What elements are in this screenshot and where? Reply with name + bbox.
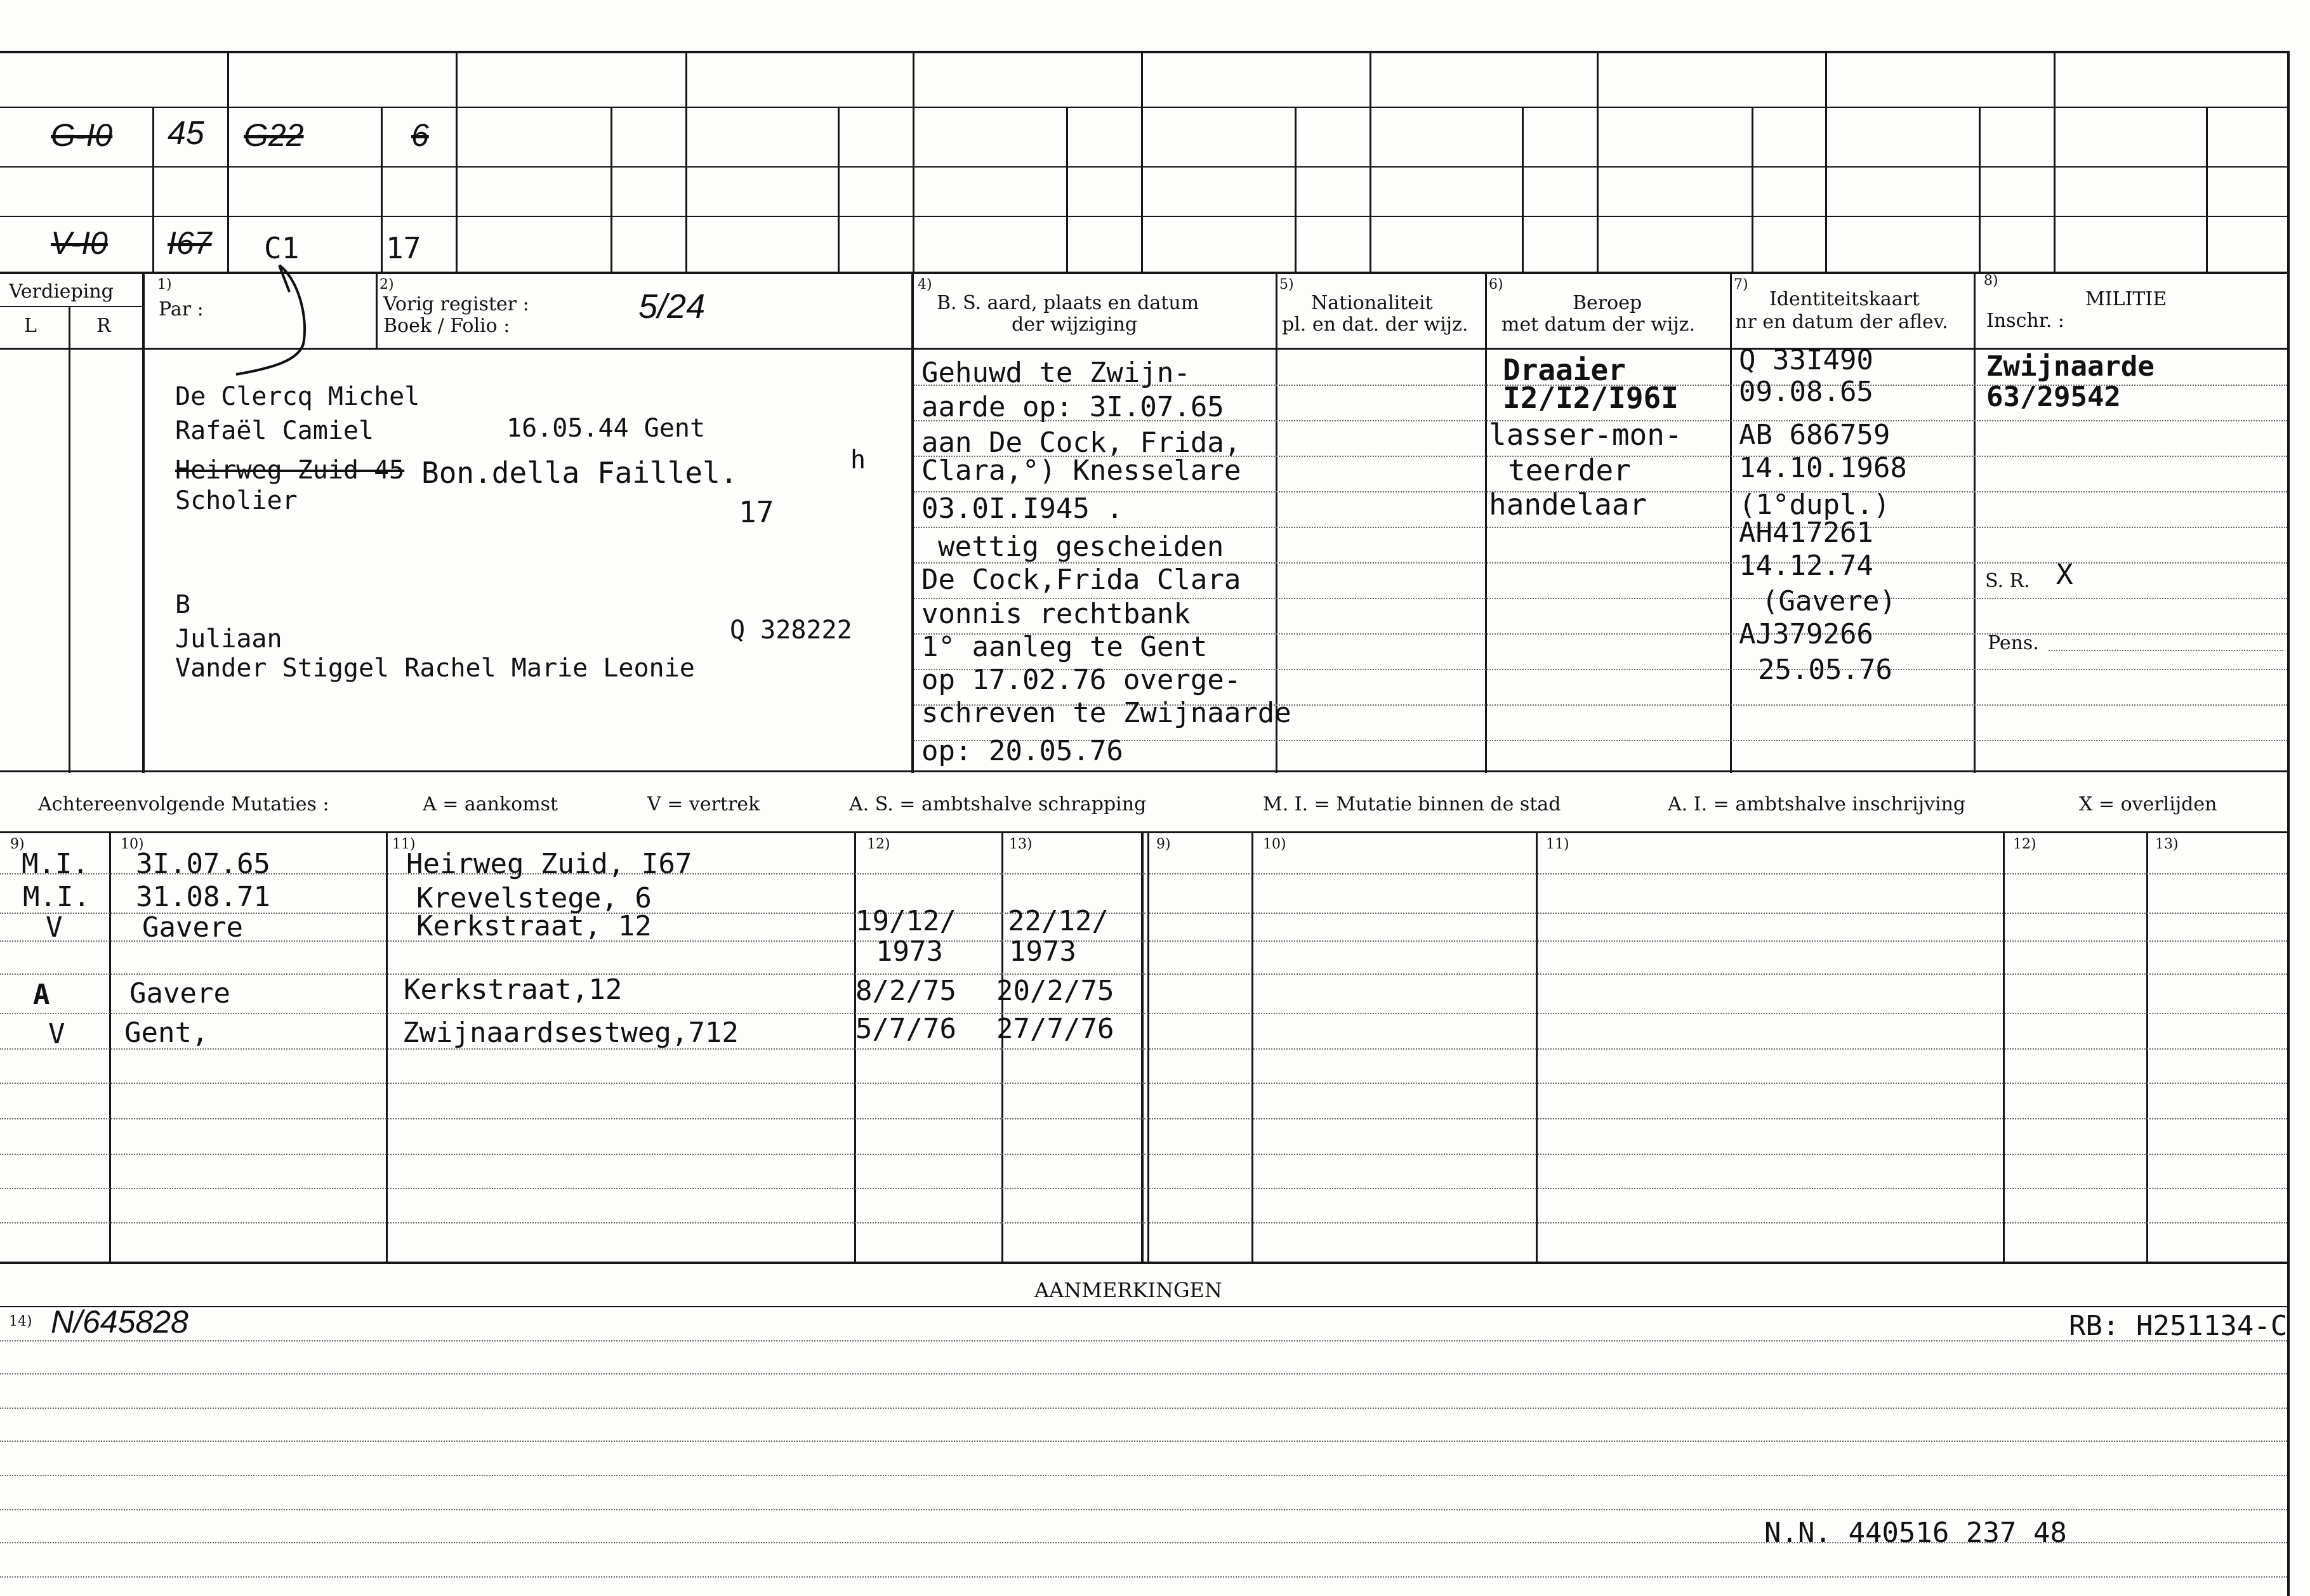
bs-header-line2: der wijziging: [1012, 313, 1138, 336]
verdieping-label: Verdieping: [9, 280, 114, 303]
parent-b: B: [175, 590, 191, 619]
legend-a: A = aankomst: [423, 793, 558, 815]
col-l-label: L: [24, 315, 37, 337]
civil-status-line: aan De Cock, Frida,: [921, 426, 1241, 459]
father-id: Q 328222: [730, 616, 852, 645]
profession-line: handelaar: [1489, 487, 1647, 522]
id-card-line: AH417261: [1739, 517, 1873, 549]
person-given-names: Rafaël Camiel: [175, 416, 374, 445]
militie-header: MILITIE: [2085, 288, 2167, 310]
mutation-date-12: 8/2/75: [855, 975, 956, 1007]
profession-line: teerder: [1508, 453, 1631, 487]
mutations-col-number: 9): [10, 836, 25, 852]
person-occupation: Scholier: [175, 486, 298, 515]
top-grid-code-5: V-I0: [51, 225, 108, 261]
nationaliteit-header-line2: pl. en dat. der wijz.: [1282, 313, 1468, 336]
mutation-place: Gent,: [124, 1017, 209, 1049]
profession-line: lasser-mon-: [1489, 418, 1682, 452]
mutation-street: Heirweg Zuid, I67: [406, 848, 692, 880]
remarks-title: AANMERKINGEN: [1034, 1278, 1222, 1302]
col-r-label: R: [96, 315, 111, 337]
top-grid-code-4: 6: [411, 117, 429, 153]
mutation-street: Kerkstraat, 12: [416, 910, 652, 942]
mutations-col-number: 13): [2155, 836, 2179, 852]
person-mark: h: [850, 445, 866, 475]
person-house-number: 17: [739, 495, 774, 529]
mutation-place: 3I.07.65: [136, 848, 270, 880]
mutations-col-number: 11): [392, 836, 416, 852]
civil-status-line: schreven te Zwijnaarde: [921, 697, 1291, 729]
top-grid-code-2: 45: [168, 115, 204, 152]
id-card-line: AJ379266: [1739, 618, 1873, 650]
pens-label: Pens.: [1988, 632, 2039, 654]
civil-status-line: aarde op: 3I.07.65: [921, 391, 1224, 423]
n1-label: 1): [157, 277, 172, 293]
n4-label: 4): [918, 277, 932, 293]
mutation-type: A: [33, 979, 50, 1011]
mutations-title: Achtereenvolgende Mutaties :: [38, 793, 329, 815]
mutations-col-number: 12): [867, 836, 890, 852]
civil-status-line: wettig gescheiden: [938, 531, 1224, 563]
top-grid-code-1: G-I0: [51, 117, 113, 153]
person-name: De Clercq Michel: [175, 382, 420, 411]
top-grid-code-3: G22: [244, 117, 304, 153]
mutation-street: Zwijnaardsestweg,712: [402, 1017, 739, 1049]
mutations-col-number: 13): [1009, 836, 1033, 852]
id-card-line: 14.12.74: [1739, 550, 1873, 582]
militia-place: Zwijnaarde: [1986, 350, 2155, 383]
top-grid-code-6: I67: [168, 225, 212, 261]
id-card-line: 09.08.65: [1739, 376, 1873, 408]
par-label: Par :: [159, 298, 204, 320]
id-card-line: Q 33I490: [1739, 344, 1873, 376]
remarks-reference: N/645828: [51, 1304, 188, 1340]
civil-status-line: vonnis rechtbank: [921, 598, 1191, 630]
mutations-col-number: 12): [2013, 836, 2036, 852]
mother-name: Vander Stiggel Rachel Marie Leonie: [175, 654, 695, 683]
n7-label: 7): [1734, 277, 1748, 293]
militia-sr-value: X: [2056, 558, 2073, 591]
civil-status-line: 1° aanleg te Gent: [921, 631, 1208, 663]
legend-x: X = overlijden: [2079, 793, 2217, 815]
mutation-type: M.I.: [22, 848, 89, 880]
mutation-type: V: [48, 1018, 65, 1050]
father-name: Juliaan: [175, 624, 282, 654]
mutations-col-number: 11): [1546, 836, 1569, 852]
national-number: N.N. 440516 237 48: [1764, 1517, 2067, 1549]
mutation-date-12: 5/7/76: [855, 1013, 956, 1045]
inschr-label: Inschr. :: [1986, 310, 2064, 332]
civil-status-line: Clara,°) Knesselare: [921, 454, 1241, 487]
beroep-header-line2: met datum der wijz.: [1502, 313, 1695, 336]
mutation-date-12: 19/12/: [855, 905, 956, 937]
civil-status-line: 03.0I.I945 .: [921, 492, 1123, 525]
mutation-date-13: 22/12/: [1008, 905, 1109, 937]
mutation-place: Gavere: [129, 977, 230, 1010]
profession-line: I2/I2/I96I: [1503, 381, 1679, 415]
mutation-date-12: 1973: [876, 935, 943, 968]
id-card-line: AB 686759: [1739, 419, 1891, 451]
legend-ai: A. I. = ambtshalve inschrijving: [1668, 793, 1966, 815]
profession-line: Draaier: [1503, 353, 1626, 387]
n5-label: 5): [1279, 277, 1294, 293]
legend-mi: M. I. = Mutatie binnen de stad: [1263, 793, 1561, 815]
militia-number: 63/29542: [1986, 381, 2121, 413]
civil-status-line: op: 20.05.76: [921, 735, 1123, 767]
sr-label: S. R.: [1985, 570, 2030, 592]
vorig-register-label: Vorig register :: [383, 293, 529, 315]
mutation-place: Gavere: [142, 911, 243, 944]
n6-label: 6): [1489, 277, 1503, 293]
legend-v: V = vertrek: [647, 793, 760, 815]
person-birth: 16.05.44 Gent: [506, 414, 706, 443]
mutations-col-number: 9): [1156, 836, 1171, 852]
mutation-date-13: 1973: [1009, 935, 1076, 968]
mutation-date-13: 20/2/75: [996, 975, 1114, 1007]
id-card-line: 14.10.1968: [1739, 452, 1907, 484]
id-header-line1: Identiteitskaart: [1769, 288, 1920, 310]
bs-header-line1: B. S. aard, plaats en datum: [937, 292, 1199, 314]
mutation-street: Kerkstraat,12: [404, 973, 623, 1006]
mutation-place: 31.08.71: [136, 881, 270, 913]
n14-label: 14): [9, 1314, 32, 1329]
mutation-street: Krevelstege, 6: [416, 882, 652, 914]
n2-label: 2): [380, 277, 394, 293]
id-header-line2: nr en datum der aflev.: [1735, 311, 1948, 333]
mutations-col-number: 10): [1263, 836, 1286, 852]
remarks-rb: RB: H251134-C: [2069, 1310, 2288, 1342]
id-card-line: 25.05.76: [1758, 654, 1892, 686]
top-grid-code-7: C1: [264, 231, 300, 265]
n8-label: 8): [1984, 273, 1998, 289]
beroep-header-line1: Beroep: [1573, 292, 1642, 314]
civil-status-line: De Cock,Frida Clara: [921, 564, 1241, 596]
id-card-line: (Gavere): [1762, 585, 1896, 617]
person-address: Bon.della Faillel.: [421, 456, 738, 490]
person-old-address: Heirweg Zuid 45: [175, 456, 405, 485]
id-card-line: (1°dupl.): [1739, 489, 1891, 521]
top-grid-code-8: 17: [386, 231, 421, 265]
mutation-type: M.I.: [23, 881, 90, 913]
nationaliteit-header-line1: Nationaliteit: [1311, 292, 1433, 314]
civil-status-line: op 17.02.76 overge-: [921, 664, 1241, 696]
vorig-register-value: 5/24: [638, 287, 706, 326]
legend-as: A. S. = ambtshalve schrapping: [849, 793, 1147, 815]
boek-folio-label: Boek / Folio :: [383, 315, 510, 337]
mutation-type: V: [46, 911, 63, 944]
mutation-date-13: 27/7/76: [996, 1013, 1114, 1045]
civil-status-line: Gehuwd te Zwijn-: [921, 357, 1191, 389]
mutations-col-number: 10): [121, 836, 144, 852]
